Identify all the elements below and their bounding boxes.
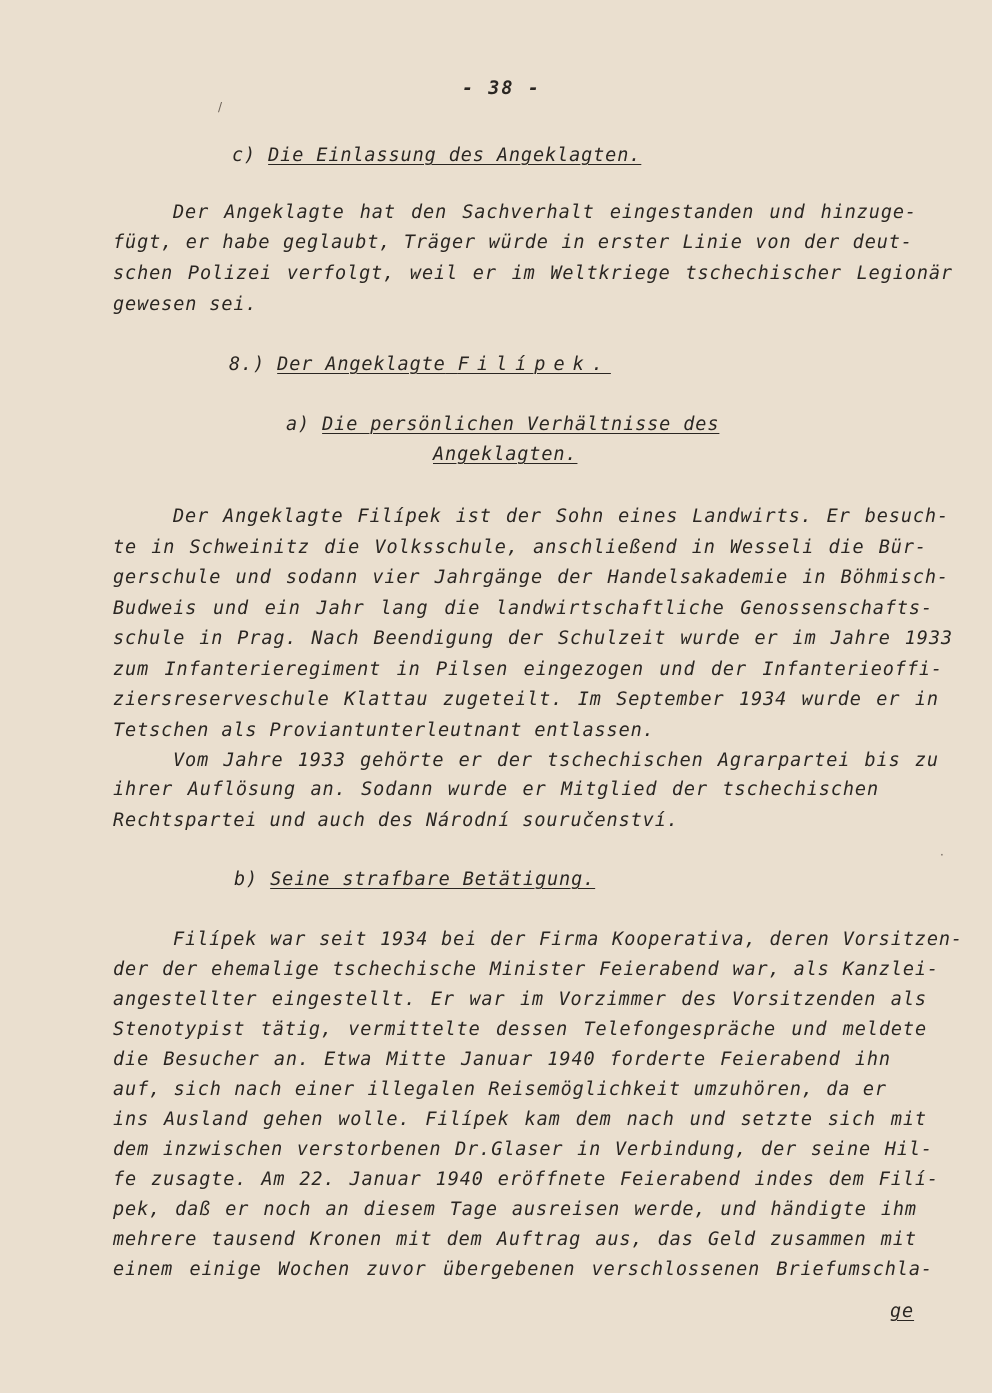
para-a-text-5-word: Beendigung <box>373 628 494 649</box>
para-a-text-10-word: an. <box>310 779 347 800</box>
para-b-text-9-word: 22. <box>299 1169 336 1190</box>
para-a-text-3-word: und <box>235 567 272 588</box>
para-a-text-9-word: er <box>458 750 483 771</box>
para-b-text-9-word: zusagte. <box>151 1169 248 1190</box>
para-a-text-7-word: er <box>876 689 901 710</box>
section-b-prefix: b) <box>234 869 259 890</box>
para-b-text-8-word: inzwischen <box>162 1139 284 1160</box>
para-a-text-3-word: der <box>557 567 594 588</box>
para-b-text-5-word: forderte <box>609 1049 707 1070</box>
para-b-text-12: einem <box>113 1259 174 1280</box>
para-b-text-10-word: noch <box>263 1199 312 1220</box>
para-a-text-7-word: wurde <box>801 689 862 710</box>
para-a-text-10-word: Auflösung <box>187 779 297 800</box>
margin-tick-mark: · <box>940 848 944 862</box>
para-c-text-3-word: verfolgt, <box>286 263 396 284</box>
para-b-text-2-word: Minister <box>489 959 587 980</box>
para-c-line-2 <box>113 232 913 253</box>
para-b-line-12 <box>113 1259 933 1280</box>
para-b-line-3 <box>113 989 927 1010</box>
para-b-text-9-word: Januar <box>349 1169 422 1190</box>
para-a-text-6-word: Pilsen <box>436 659 509 680</box>
para-c-text-2: fügt, <box>113 232 174 253</box>
para-c-text-2-word: geglaubt, <box>282 232 392 253</box>
para-b-text-11-word: zusammen <box>770 1229 867 1250</box>
para-b-text-11-word: tausend <box>211 1229 296 1250</box>
para-b-text-3-word: im <box>519 989 545 1010</box>
para-b-text-11-word: Auftrag <box>496 1229 582 1250</box>
para-b-text-12-word: einige <box>189 1259 262 1280</box>
para-b-text-1-word: war <box>270 929 307 950</box>
para-b-text-11-word: Kronen <box>309 1229 383 1250</box>
para-b-text-1-word: Vorsitzen- <box>842 929 963 950</box>
para-b-line-4 <box>113 1019 927 1040</box>
section-8-prefix: 8.) <box>229 354 266 375</box>
para-b-text-8: dem <box>113 1139 150 1160</box>
para-b-text-11-word: mit <box>880 1229 917 1250</box>
para-b-text-5-word: Januar <box>460 1049 534 1070</box>
para-a-text-7: ziersreserveschule <box>113 689 330 710</box>
para-c-text-1-word: den <box>411 202 448 223</box>
para-b-text-7: ins <box>113 1109 150 1130</box>
para-b-text-2: der <box>113 959 150 980</box>
para-b-text-7-word: dem <box>575 1109 612 1130</box>
para-b-text-8-word: Verbindung, <box>614 1139 748 1160</box>
para-a-text-9-word: tschechischen <box>547 750 704 771</box>
para-a-line-10 <box>113 779 879 800</box>
para-a-text-4-word: landwirtschaftliche <box>495 598 725 619</box>
para-b-text-11: mehrere <box>113 1229 198 1250</box>
para-a-text-6-word: Infanterieregiment <box>164 659 382 680</box>
para-b-text-9-word: Am <box>261 1169 286 1190</box>
para-a-text-3-word: sodann <box>285 567 359 588</box>
para-b-text-7-word: nach <box>626 1109 675 1130</box>
para-b-text-4-word: Telefongespräche <box>583 1019 777 1040</box>
para-b-text-6-word: er <box>862 1079 887 1100</box>
para-b-text-10-word: diesem <box>363 1199 436 1220</box>
para-a-text-5-word: Prag. <box>237 628 298 649</box>
para-a-text-1-word: ist <box>455 506 492 527</box>
para-a-text-2-word: in <box>151 537 176 558</box>
para-b-text-7-word: setzte <box>740 1109 813 1130</box>
para-a-text-1-word: Landwirts. <box>692 506 813 527</box>
para-a-text-7-word: in <box>914 689 939 710</box>
para-a-line-6 <box>113 659 943 680</box>
para-a-text-10-word: tschechischen <box>722 779 879 800</box>
para-b-text-4: Stenotypist <box>113 1019 246 1040</box>
para-c-text-2-word: habe <box>222 232 271 253</box>
para-b-text-10-word: werde, <box>634 1199 707 1220</box>
para-a-text-2-word: anschließend <box>533 537 678 558</box>
para-a-text-2-word: Volksschule, <box>374 537 519 558</box>
margin-tick-mark: / <box>218 100 223 114</box>
para-a-line-7 <box>113 689 939 710</box>
para-c-text-2-word: deut- <box>852 232 913 253</box>
para-b-text-9-word: Feierabend <box>620 1169 741 1190</box>
para-a-line-3 <box>113 567 949 588</box>
section-8-title <box>277 354 611 375</box>
para-a-text-9-word: bis <box>864 750 901 771</box>
para-b-text-10-word: er <box>225 1199 250 1220</box>
section-b-heading <box>234 869 595 890</box>
para-a-text-3-word: vier <box>372 567 421 588</box>
para-b-text-8-word: Hil- <box>884 1139 933 1160</box>
para-b-line-10 <box>113 1199 917 1220</box>
para-a-text-3-word: in <box>802 567 827 588</box>
para-c-text-3: schen <box>113 263 174 284</box>
para-a-text-2-word: in <box>691 537 716 558</box>
para-b-text-7-word: kam <box>524 1109 561 1130</box>
para-a-text-2-word: die <box>828 537 865 558</box>
para-b-text-11-word: dem <box>446 1229 483 1250</box>
para-b-text-12-word: Briefumschla- <box>776 1259 933 1280</box>
para-c-text-3-word: Legionär <box>856 263 953 284</box>
para-a-text-6-word: der <box>710 659 748 680</box>
para-a-text-10-word: Sodann <box>361 779 434 800</box>
para-b-text-10-word: ausreisen <box>511 1199 621 1220</box>
para-b-text-1: Filípek <box>173 929 258 950</box>
para-a-text-5-word: Jahre <box>830 628 891 649</box>
para-b-text-4-word: dessen <box>495 1019 569 1040</box>
para-a-line-4 <box>113 598 933 619</box>
para-a-text-2-word: die <box>324 537 361 558</box>
para-a-text-4-word: ein <box>264 598 301 619</box>
para-a-text-3-word: Jahrgänge <box>434 567 544 588</box>
para-c-text-1-word: hat <box>359 202 396 223</box>
para-c-text-3-word: weil <box>409 263 459 284</box>
para-a-text-1-word: Angeklagte <box>223 506 344 527</box>
para-a-text-6-word: eingezogen <box>523 659 645 680</box>
para-b-text-8-word: verstorbenen <box>296 1139 442 1160</box>
para-b-text-7-word: Filípek <box>425 1109 510 1130</box>
para-a-text-7-word: 1934 <box>739 689 788 710</box>
para-b-text-9-word: dem <box>828 1169 865 1190</box>
para-a-text-5-word: Schulzeit <box>558 628 667 649</box>
para-c-text-3-word: tschechischer <box>685 263 842 284</box>
para-b-text-9-word: 1940 <box>435 1169 484 1190</box>
para-b-text-3-word: eingestellt. <box>271 989 417 1010</box>
para-b-text-1-word: Firma <box>539 929 600 950</box>
para-a-text-4-word: Genossenschafts- <box>740 598 933 619</box>
para-b-text-5-word: ihn <box>854 1049 891 1070</box>
para-b-text-5-word: 1940 <box>547 1049 596 1070</box>
para-a-text-5-word: er <box>754 628 779 649</box>
para-a-text-9: Vom <box>173 750 210 771</box>
para-a-text-5-word: wurde <box>680 628 741 649</box>
page-number: - 38 - <box>462 78 541 99</box>
para-a-text-6-word: in <box>396 659 421 680</box>
para-b-line-2 <box>113 959 939 980</box>
para-b-text-7-word: gehen <box>263 1109 324 1130</box>
para-a-text-1-word: besuch- <box>864 506 949 527</box>
para-c-text-1-word: und <box>769 202 806 223</box>
para-b-text-9: fe <box>113 1169 138 1190</box>
para-b-text-1-word: deren <box>769 929 830 950</box>
section-c-heading <box>232 145 641 166</box>
para-b-text-10-word: und <box>720 1199 757 1220</box>
para-a-line-9 <box>173 750 939 771</box>
para-a-text-1-word: der <box>505 506 542 527</box>
para-b-text-6: auf, <box>113 1079 162 1100</box>
para-b-text-2-word: tschechische <box>332 959 477 980</box>
para-a-text-2-word: Bür- <box>878 537 927 558</box>
para-a-line-2 <box>113 537 927 558</box>
section-8-heading <box>229 354 611 375</box>
para-b-text-12-word: übergebenen <box>442 1259 576 1280</box>
para-c-text-2-word: in <box>561 232 586 253</box>
para-b-text-2-word: als <box>793 959 830 980</box>
para-a-text-10: ihrer <box>113 779 174 800</box>
para-b-text-1-word: der <box>490 929 527 950</box>
para-a-text-8: Tetschen als Proviantunterleutnant entlassen. <box>113 720 655 741</box>
para-a-text-5-word: Nach <box>311 628 360 649</box>
para-a-text-2-word: Schweinitz <box>189 537 310 558</box>
para-b-text-2-word: Feierabend <box>599 959 720 980</box>
para-c-text-2-word: er <box>185 232 210 253</box>
para-a-text-9-word: Agrarpartei <box>717 750 851 771</box>
para-b-text-8-word: der <box>761 1139 798 1160</box>
para-a-text-4-word: die <box>444 598 481 619</box>
para-c-text-2-word: würde <box>488 232 549 253</box>
para-b-text-6-word: einer <box>294 1079 356 1100</box>
para-a-text-4: Budweis <box>113 598 198 619</box>
catchword: ge <box>890 1301 915 1322</box>
para-b-text-1-word: Kooperativa, <box>612 929 757 950</box>
para-c-text-1-word: eingestanden <box>609 202 755 223</box>
para-b-text-5: die <box>113 1049 150 1070</box>
para-a-text-3-word: Böhmisch- <box>840 567 949 588</box>
para-b-text-11-word: das <box>657 1229 694 1250</box>
para-a-text-10-word: wurde <box>447 779 509 800</box>
para-a-text-5-word: in <box>199 628 224 649</box>
section-a-heading <box>286 414 719 435</box>
para-c-line-3 <box>113 263 953 284</box>
para-b-text-2-word: ehemalige <box>211 959 320 980</box>
para-b-text-5-word: an. <box>273 1049 310 1070</box>
para-a-text-11: Rechtspartei und auch des Národní souručenství. <box>113 810 679 831</box>
para-a-text-5-word: der <box>507 628 545 649</box>
para-a-text-5: schule <box>113 628 186 649</box>
para-c-text-2-word: Träger <box>403 232 477 253</box>
para-a-text-10-word: der <box>671 779 709 800</box>
para-b-line-8 <box>113 1139 933 1160</box>
para-b-line-7 <box>113 1109 927 1130</box>
para-a-text-4-word: lang <box>380 598 429 619</box>
para-a-text-5-word: im <box>792 628 817 649</box>
para-b-text-6-word: umzuhören, <box>693 1079 814 1100</box>
para-b-text-7-word: sich <box>827 1109 876 1130</box>
para-a-text-7-word: zugeteilt. <box>442 689 564 710</box>
para-a-text-4-word: Jahr <box>316 598 365 619</box>
para-b-text-4-word: tätig, <box>260 1019 333 1040</box>
para-a-text-1-word: Sohn <box>555 506 605 527</box>
section-8-title-b: Filípek. <box>457 354 611 375</box>
para-b-text-10-word: ihm <box>880 1199 917 1220</box>
section-a-title-line1: Die persönlichen Verhältnisse des <box>322 414 720 435</box>
para-b-text-2-word: Kanzlei- <box>842 959 939 980</box>
para-b-text-4-word: meldete <box>842 1019 927 1040</box>
para-a-line-5 <box>113 628 953 649</box>
para-c-text-1-word: hinzuge- <box>820 202 917 223</box>
para-b-text-7-word: mit <box>890 1109 927 1130</box>
para-a-text-1-word: Filípek <box>357 506 442 527</box>
para-a-line-11 <box>113 810 943 831</box>
para-a-text-7-word: Im <box>577 689 602 710</box>
para-a-line-8 <box>113 720 943 741</box>
para-c-text-4: gewesen sei. <box>113 294 258 315</box>
para-a-text-6-word: Infanterieoffi- <box>762 659 943 680</box>
para-a-text-3: gerschule <box>113 567 222 588</box>
para-b-text-6-word: nach <box>234 1079 283 1100</box>
para-a-text-1-word: Er <box>826 506 851 527</box>
para-b-text-5-word: Besucher <box>163 1049 260 1070</box>
para-b-line-6 <box>113 1079 887 1100</box>
para-c-text-3-word: Polizei <box>187 263 273 284</box>
para-b-text-10: pek, <box>113 1199 162 1220</box>
para-c-text-2-word: Linie <box>682 232 743 253</box>
para-a-text-9-word: der <box>496 750 533 771</box>
para-a-text-10-word: Mitglied <box>561 779 658 800</box>
para-b-text-6-word: da <box>826 1079 851 1100</box>
para-b-line-5 <box>113 1049 891 1070</box>
para-b-text-11-word: aus, <box>595 1229 644 1250</box>
para-a-text-5-word: 1933 <box>904 628 953 649</box>
section-8-title-a: Der Angeklagte <box>277 354 446 375</box>
section-a-title-line2: Angeklagten. <box>433 444 578 465</box>
para-a-text-7-word: Klattau <box>344 689 429 710</box>
para-a-text-10-word: er <box>522 779 547 800</box>
para-b-text-9-word: Filí- <box>878 1169 939 1190</box>
para-b-text-6-word: Reisemöglichkeit <box>488 1079 681 1100</box>
para-c-text-3-word: er <box>472 263 497 284</box>
para-b-text-10-word: an <box>325 1199 350 1220</box>
para-b-text-11-word: mit <box>396 1229 433 1250</box>
para-a-text-9-word: Jahre <box>223 750 284 771</box>
para-c-text-2-word: von <box>755 232 792 253</box>
para-b-text-3-word: war <box>469 989 506 1010</box>
para-b-text-4-word: und <box>791 1019 828 1040</box>
para-b-text-3-word: des <box>681 989 718 1010</box>
para-b-text-5-word: Mitte <box>386 1049 447 1070</box>
para-a-text-2-word: Wesseli <box>730 537 815 558</box>
para-c-text-1-word: Sachverhalt <box>462 202 595 223</box>
para-b-text-12-word: verschlossenen <box>591 1259 761 1280</box>
para-b-text-7-word: und <box>689 1109 726 1130</box>
para-b-text-8-word: Dr.Glaser <box>455 1139 564 1160</box>
para-a-text-9-word: 1933 <box>297 750 346 771</box>
para-b-text-10-word: daß <box>175 1199 212 1220</box>
para-b-text-3-word: Vorsitzenden <box>731 989 877 1010</box>
para-b-text-9-word: eröffnete <box>497 1169 607 1190</box>
para-a-text-4-word: und <box>212 598 250 619</box>
para-a-text-1-word: eines <box>618 506 679 527</box>
para-b-text-8-word: in <box>577 1139 602 1160</box>
para-b-text-7-word: wolle. <box>338 1109 411 1130</box>
para-b-text-8-word: seine <box>810 1139 872 1160</box>
para-a-text-7-word: September <box>616 689 725 710</box>
para-b-text-3-word: als <box>890 989 927 1010</box>
para-b-text-3: angestellter <box>113 989 258 1010</box>
para-b-text-12-word: Wochen <box>277 1259 351 1280</box>
para-b-text-6-word: sich <box>173 1079 222 1100</box>
para-b-text-10-word: händigte <box>770 1199 867 1220</box>
para-b-text-1-word: 1934 <box>380 929 429 950</box>
para-c-text-2-word: erster <box>597 232 671 253</box>
para-a-text-6: zum <box>113 659 150 680</box>
para-b-text-10-word: Tage <box>449 1199 498 1220</box>
para-b-text-7-word: Ausland <box>164 1109 249 1130</box>
para-c-text-2-word: der <box>804 232 841 253</box>
para-c-text-3-word: im <box>511 263 536 284</box>
para-a-text-9-word: gehörte <box>360 750 445 771</box>
section-a-prefix: a) <box>286 414 311 435</box>
para-b-line-11 <box>113 1229 917 1250</box>
para-a-text-2: te <box>113 537 138 558</box>
para-b-text-11-word: Geld <box>707 1229 757 1250</box>
para-b-text-2-word: der <box>162 959 199 980</box>
para-b-text-5-word: Etwa <box>324 1049 373 1070</box>
para-b-text-6-word: illegalen <box>367 1079 476 1100</box>
para-a-text-6-word: und <box>659 659 696 680</box>
para-c-text-1-word: Angeklagte <box>224 202 345 223</box>
section-b-title: Seine strafbare Betätigung. <box>270 869 596 890</box>
para-b-text-4-word: vermittelte <box>348 1019 481 1040</box>
para-b-line-9 <box>113 1169 939 1190</box>
para-c-line-4 <box>113 294 943 315</box>
para-a-line-1 <box>173 506 949 527</box>
para-b-text-5-word: Feierabend <box>720 1049 841 1070</box>
section-c-prefix: c) <box>232 145 257 166</box>
para-b-text-12-word: zuvor <box>366 1259 427 1280</box>
para-b-text-2-word: war, <box>732 959 781 980</box>
para-b-line-1 <box>173 929 963 950</box>
section-c-title: Die Einlassung des Angeklagten. <box>268 145 642 166</box>
para-c-text-1: Der <box>173 202 210 223</box>
para-b-text-9-word: indes <box>754 1169 815 1190</box>
para-c-text-3-word: Weltkriege <box>550 263 671 284</box>
para-a-text-3-word: Handelsakademie <box>607 567 789 588</box>
para-b-text-1-word: seit <box>319 929 368 950</box>
para-c-line-1 <box>173 202 917 223</box>
para-b-text-1-word: bei <box>441 929 478 950</box>
para-b-text-3-word: Vorzimmer <box>558 989 667 1010</box>
para-a-text-9-word: zu <box>914 750 939 771</box>
para-a-text-1: Der <box>173 506 210 527</box>
para-b-text-3-word: Er <box>430 989 455 1010</box>
